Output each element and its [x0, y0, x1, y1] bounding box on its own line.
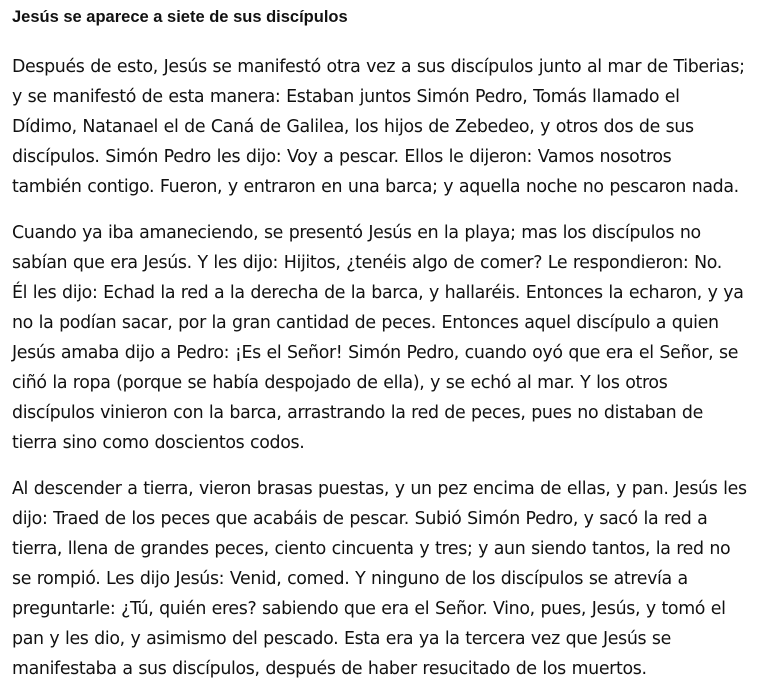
paragraph-line: Cuando ya iba amaneciendo, se presentó Jesús en la playa; mas los discípulos no: [12, 223, 701, 243]
paragraph-line: ciñó la ropa (porque se había despojado de ella), y se echó al mar. Y los otros: [12, 373, 668, 393]
paragraph-line: Él les dijo: Echad la red a la derecha de la barca, y hallaréis. Entonces la echaron, y ya: [12, 283, 744, 303]
paragraph-line: se rompió. Les dijo Jesús: Venid, comed. Y ninguno de los discípulos se atrevía a: [12, 569, 688, 589]
paragraph-line: y se manifestó de esta manera: Estaban juntos Simón Pedro, Tomás llamado el: [12, 87, 680, 107]
paragraph-line: preguntarle: ¿Tú, quién eres? sabiendo que era el Señor. Vino, pues, Jesús, y tomó el: [12, 599, 726, 619]
paragraph-3: [12, 474, 765, 684]
paragraph-2: [12, 218, 765, 458]
paragraph-line: discípulos. Simón Pedro les dijo: Voy a pescar. Ellos le dijeron: Vamos nosotros: [12, 147, 672, 167]
paragraph-line: manifestaba a sus discípulos, después de haber resucitado de los muertos.: [12, 659, 647, 679]
paragraph-line: Después de esto, Jesús se manifestó otra vez a sus discípulos junto al mar de Tiberias;: [12, 57, 745, 77]
paragraph-line: tierra sino como doscientos codos.: [12, 433, 305, 453]
paragraph-line: discípulos vinieron con la barca, arrastrando la red de peces, pues no distaban de: [12, 403, 703, 423]
paragraph-line: también contigo. Fueron, y entraron en una barca; y aquella noche no pescaron nada.: [12, 177, 739, 197]
paragraph-line: sabían que era Jesús. Y les dijo: Hijitos, ¿tenéis algo de comer? Le respondieron: No.: [12, 253, 722, 273]
paragraph-line: Jesús amaba dijo a Pedro: ¡Es el Señor! Simón Pedro, cuando oyó que era el Señor, se: [12, 343, 739, 363]
paragraph-line: tierra, llena de grandes peces, ciento cincuenta y tres; y aun siendo tantos, la red no: [12, 539, 731, 559]
paragraph-line: Dídimo, Natanael el de Caná de Galilea, los hijos de Zebedeo, y otros dos de sus: [12, 117, 694, 137]
paragraph-line: pan y les dio, y asimismo del pescado. Esta era ya la tercera vez que Jesús se: [12, 629, 671, 649]
section-title: Jesús se aparece a siete de sus discípulos: [12, 8, 348, 26]
paragraph-line: no la podían sacar, por la gran cantidad de peces. Entonces aquel discípulo a quien: [12, 313, 719, 333]
paragraph-line: dijo: Traed de los peces que acabáis de pescar. Subió Simón Pedro, y sacó la red a: [12, 509, 708, 529]
paragraph-line: Al descender a tierra, vieron brasas puestas, y un pez encima de ellas, y pan. Jesús les: [12, 479, 747, 499]
paragraph-1: [12, 52, 765, 202]
